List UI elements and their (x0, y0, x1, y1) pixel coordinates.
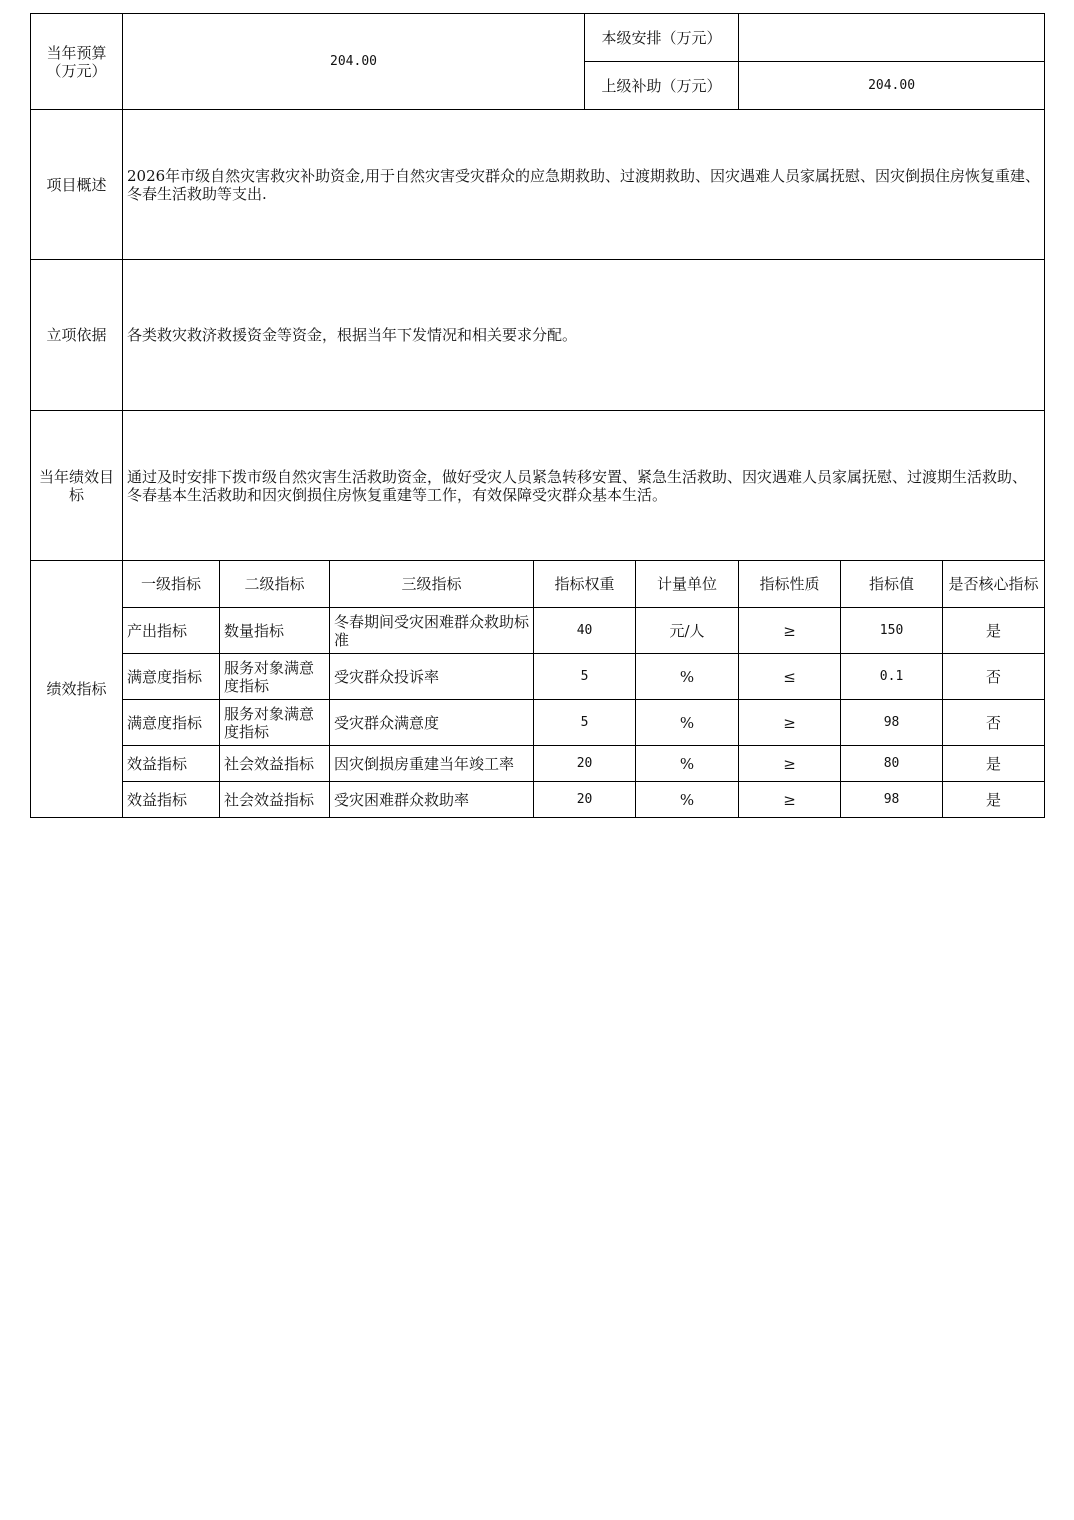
cell-level3: 受灾群众投诉率 (330, 654, 534, 700)
table-row (31, 746, 1045, 782)
indicators-label: 绩效指标 (31, 561, 123, 818)
goal-label: 当年绩效目标 (31, 411, 123, 561)
cell-level3: 受灾群众满意度 (330, 700, 534, 746)
budget-total-value: 204.00 (123, 14, 585, 110)
header-level1: 一级指标 (123, 561, 220, 608)
cell-level2: 服务对象满意度指标 (220, 654, 330, 700)
cell-value: 98 (841, 700, 943, 746)
cell-nature: ≥ (739, 700, 841, 746)
cell-nature: ≤ (739, 654, 841, 700)
cell-value: 80 (841, 746, 943, 782)
upper-subsidy-label: 上级补助（万元） (585, 62, 739, 110)
cell-unit: 元/人 (636, 608, 739, 654)
table-row (31, 654, 1045, 700)
header-value: 指标值 (841, 561, 943, 608)
cell-core: 否 (943, 654, 1045, 700)
cell-core: 是 (943, 782, 1045, 818)
cell-core: 否 (943, 700, 1045, 746)
cell-core: 是 (943, 746, 1045, 782)
header-level2: 二级指标 (220, 561, 330, 608)
cell-weight: 40 (534, 608, 636, 654)
overview-label: 项目概述 (31, 110, 123, 260)
cell-level3: 受灾困难群众救助率 (330, 782, 534, 818)
cell-level2: 服务对象满意度指标 (220, 700, 330, 746)
cell-weight: 5 (534, 700, 636, 746)
cell-nature: ≥ (739, 608, 841, 654)
cell-unit: % (636, 700, 739, 746)
budget-row-local (31, 14, 1045, 62)
cell-level1: 效益指标 (123, 746, 220, 782)
local-arrangement-label: 本级安排（万元） (585, 14, 739, 62)
cell-unit: % (636, 782, 739, 818)
overview-text: 2026年市级自然灾害救灾补助资金,用于自然灾害受灾群众的应急期救助、过渡期救助、因灾遇难人员家属抚慰、因灾倒损住房恢复重建、冬春生活救助等支出. (123, 110, 1045, 260)
budget-label: 当年预算（万元） (31, 14, 123, 110)
cell-nature: ≥ (739, 782, 841, 818)
basis-row (31, 260, 1045, 411)
cell-nature: ≥ (739, 746, 841, 782)
header-core: 是否核心指标 (943, 561, 1045, 608)
cell-value: 0.1 (841, 654, 943, 700)
header-level3: 三级指标 (330, 561, 534, 608)
header-weight: 指标权重 (534, 561, 636, 608)
cell-unit: % (636, 654, 739, 700)
cell-weight: 5 (534, 654, 636, 700)
table-row (31, 608, 1045, 654)
cell-level1: 满意度指标 (123, 700, 220, 746)
cell-level1: 满意度指标 (123, 654, 220, 700)
cell-level2: 社会效益指标 (220, 782, 330, 818)
goal-row (31, 411, 1045, 561)
cell-core: 是 (943, 608, 1045, 654)
cell-level1: 产出指标 (123, 608, 220, 654)
cell-weight: 20 (534, 746, 636, 782)
header-nature: 指标性质 (739, 561, 841, 608)
basis-text: 各类救灾救济救援资金等资金，根据当年下发情况和相关要求分配。 (123, 260, 1045, 411)
cell-weight: 20 (534, 782, 636, 818)
cell-level1: 效益指标 (123, 782, 220, 818)
project-performance-table (30, 13, 1045, 818)
table-row (31, 782, 1045, 818)
cell-level2: 数量指标 (220, 608, 330, 654)
indicator-header-row (31, 561, 1045, 608)
overview-row (31, 110, 1045, 260)
goal-text: 通过及时安排下拨市级自然灾害生活救助资金，做好受灾人员紧急转移安置、紧急生活救助、因灾遇难人员家属抚慰、过渡期生活救助、冬春基本生活救助和因灾倒损住房恢复重建等工作，有效保障受灾群众基本生活。 (123, 411, 1045, 561)
cell-value: 98 (841, 782, 943, 818)
table-row (31, 700, 1045, 746)
local-arrangement-value (739, 14, 1045, 62)
upper-subsidy-value: 204.00 (739, 62, 1045, 110)
header-unit: 计量单位 (636, 561, 739, 608)
cell-unit: % (636, 746, 739, 782)
cell-level3: 因灾倒损房重建当年竣工率 (330, 746, 534, 782)
basis-label: 立项依据 (31, 260, 123, 411)
cell-level3: 冬春期间受灾困难群众救助标准 (330, 608, 534, 654)
cell-level2: 社会效益指标 (220, 746, 330, 782)
cell-value: 150 (841, 608, 943, 654)
